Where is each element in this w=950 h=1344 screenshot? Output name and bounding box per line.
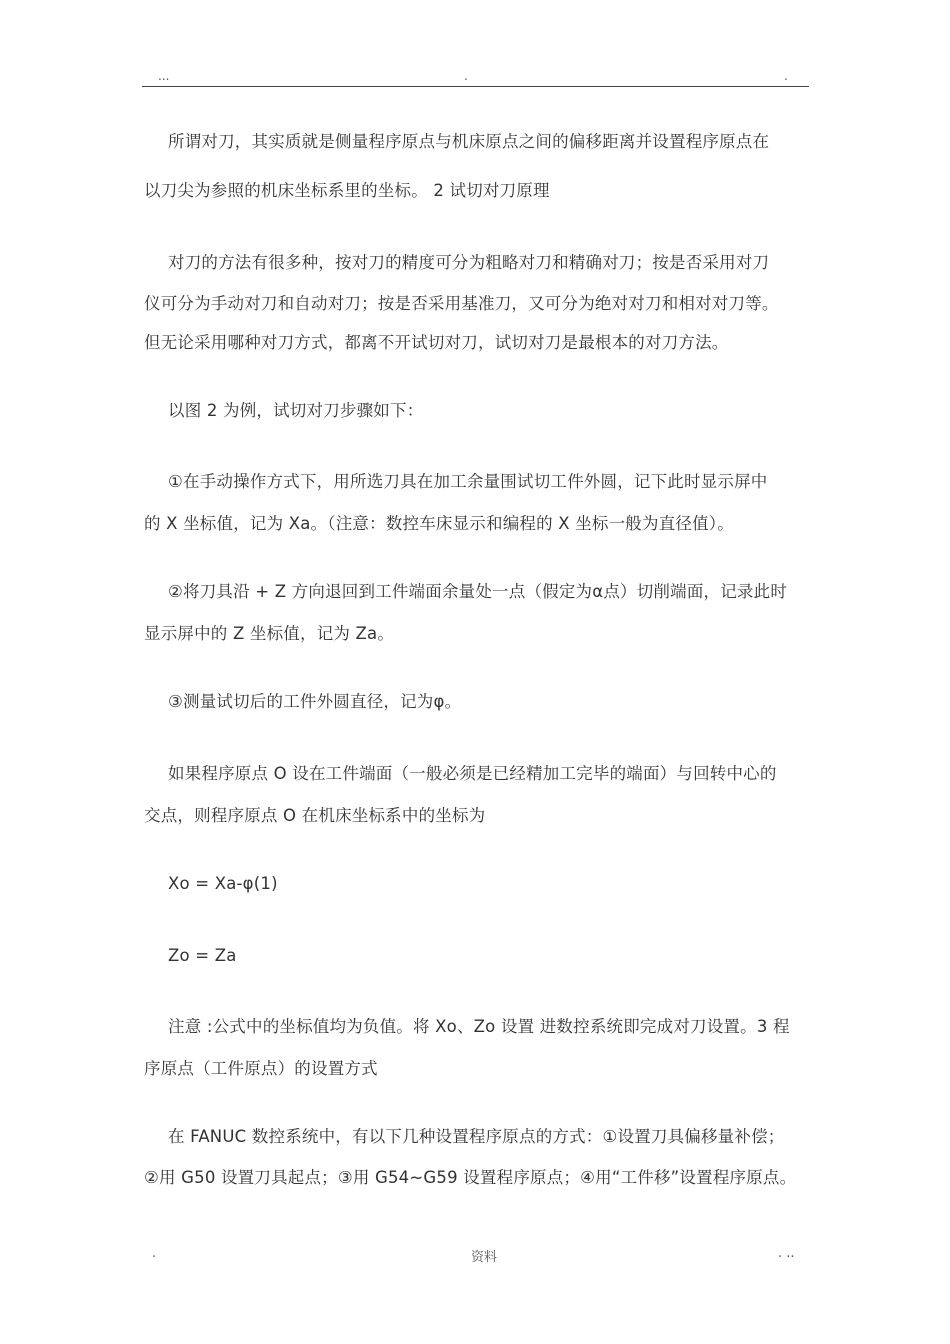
paragraph-line: 如果程序原点 O 设在工件端面（一般必须是已经精加工完毕的端面）与回转中心的	[168, 764, 777, 783]
paragraph-line: 显示屏中的 Z 坐标值，记为 Za。	[144, 624, 395, 643]
paragraph-line: 以图 2 为例，试切对刀步骤如下：	[168, 401, 424, 420]
formula-line: Xo = Xa-φ(1)	[168, 874, 278, 893]
paragraph-line: 以刀尖为参照的机床坐标系里的坐标。 2 试切对刀原理	[144, 181, 550, 200]
footer-right-mark: . ..	[778, 1246, 795, 1261]
paragraph-line: 交点，则程序原点 O 在机床坐标系中的坐标为	[144, 806, 486, 825]
footer-center-label: 资料	[471, 1250, 498, 1265]
page-header	[142, 66, 809, 87]
paragraph-line: 在 FANUC 数控系统中，有以下几种设置程序原点的方式：①设置刀具偏移量补偿；	[168, 1127, 785, 1146]
paragraph-line: 对刀的方法有很多种，按对刀的精度可分为粗略对刀和精确对刀；按是否采用对刀	[168, 253, 770, 272]
page-footer	[142, 1246, 809, 1266]
paragraph-line: 序原点（工件原点）的设置方式	[144, 1059, 378, 1078]
paragraph-line: 但无论采用哪种对刀方式，都离不开试切对刀，试切对刀是最根本的对刀方法。	[144, 333, 729, 352]
formula-line: Zo = Za	[168, 946, 237, 965]
header-center-mark: .	[464, 69, 468, 83]
paragraph-line: 的 X 坐标值，记为 Xa。（注意：数控车床显示和编程的 X 坐标一般为直径值）。	[144, 514, 734, 533]
paragraph-line: ③测量试切后的工件外圆直径，记为φ。	[168, 692, 462, 711]
paragraph-line: ①在手动操作方式下，用所选刀具在加工余量围试切工件外圆，记下此时显示屏中	[168, 472, 768, 491]
paragraph-line: 注意 :公式中的坐标值均为负值。将 Xo、Zo 设置 进数控系统即完成对刀设置。3 程	[168, 1017, 790, 1036]
header-left-mark: ...	[158, 69, 170, 83]
paragraph-line: ②用 G50 设置刀具起点；③用 G54~G59 设置程序原点；④用“工件移”设置程序原点。	[144, 1168, 797, 1187]
footer-left-mark: .	[152, 1246, 157, 1261]
paragraph-line: 仪可分为手动对刀和自动对刀；按是否采用基准刀，又可分为绝对对刀和相对对刀等。	[144, 294, 779, 313]
paragraph-line: 所谓对刀，其实质就是侧量程序原点与机床原点之间的偏移距离并设置程序原点在	[168, 132, 770, 151]
paragraph-line: ②将刀具沿 + Z 方向退回到工件端面余量处一点（假定为α点）切削端面，记录此时	[168, 582, 788, 601]
header-right-mark: .	[784, 69, 788, 83]
